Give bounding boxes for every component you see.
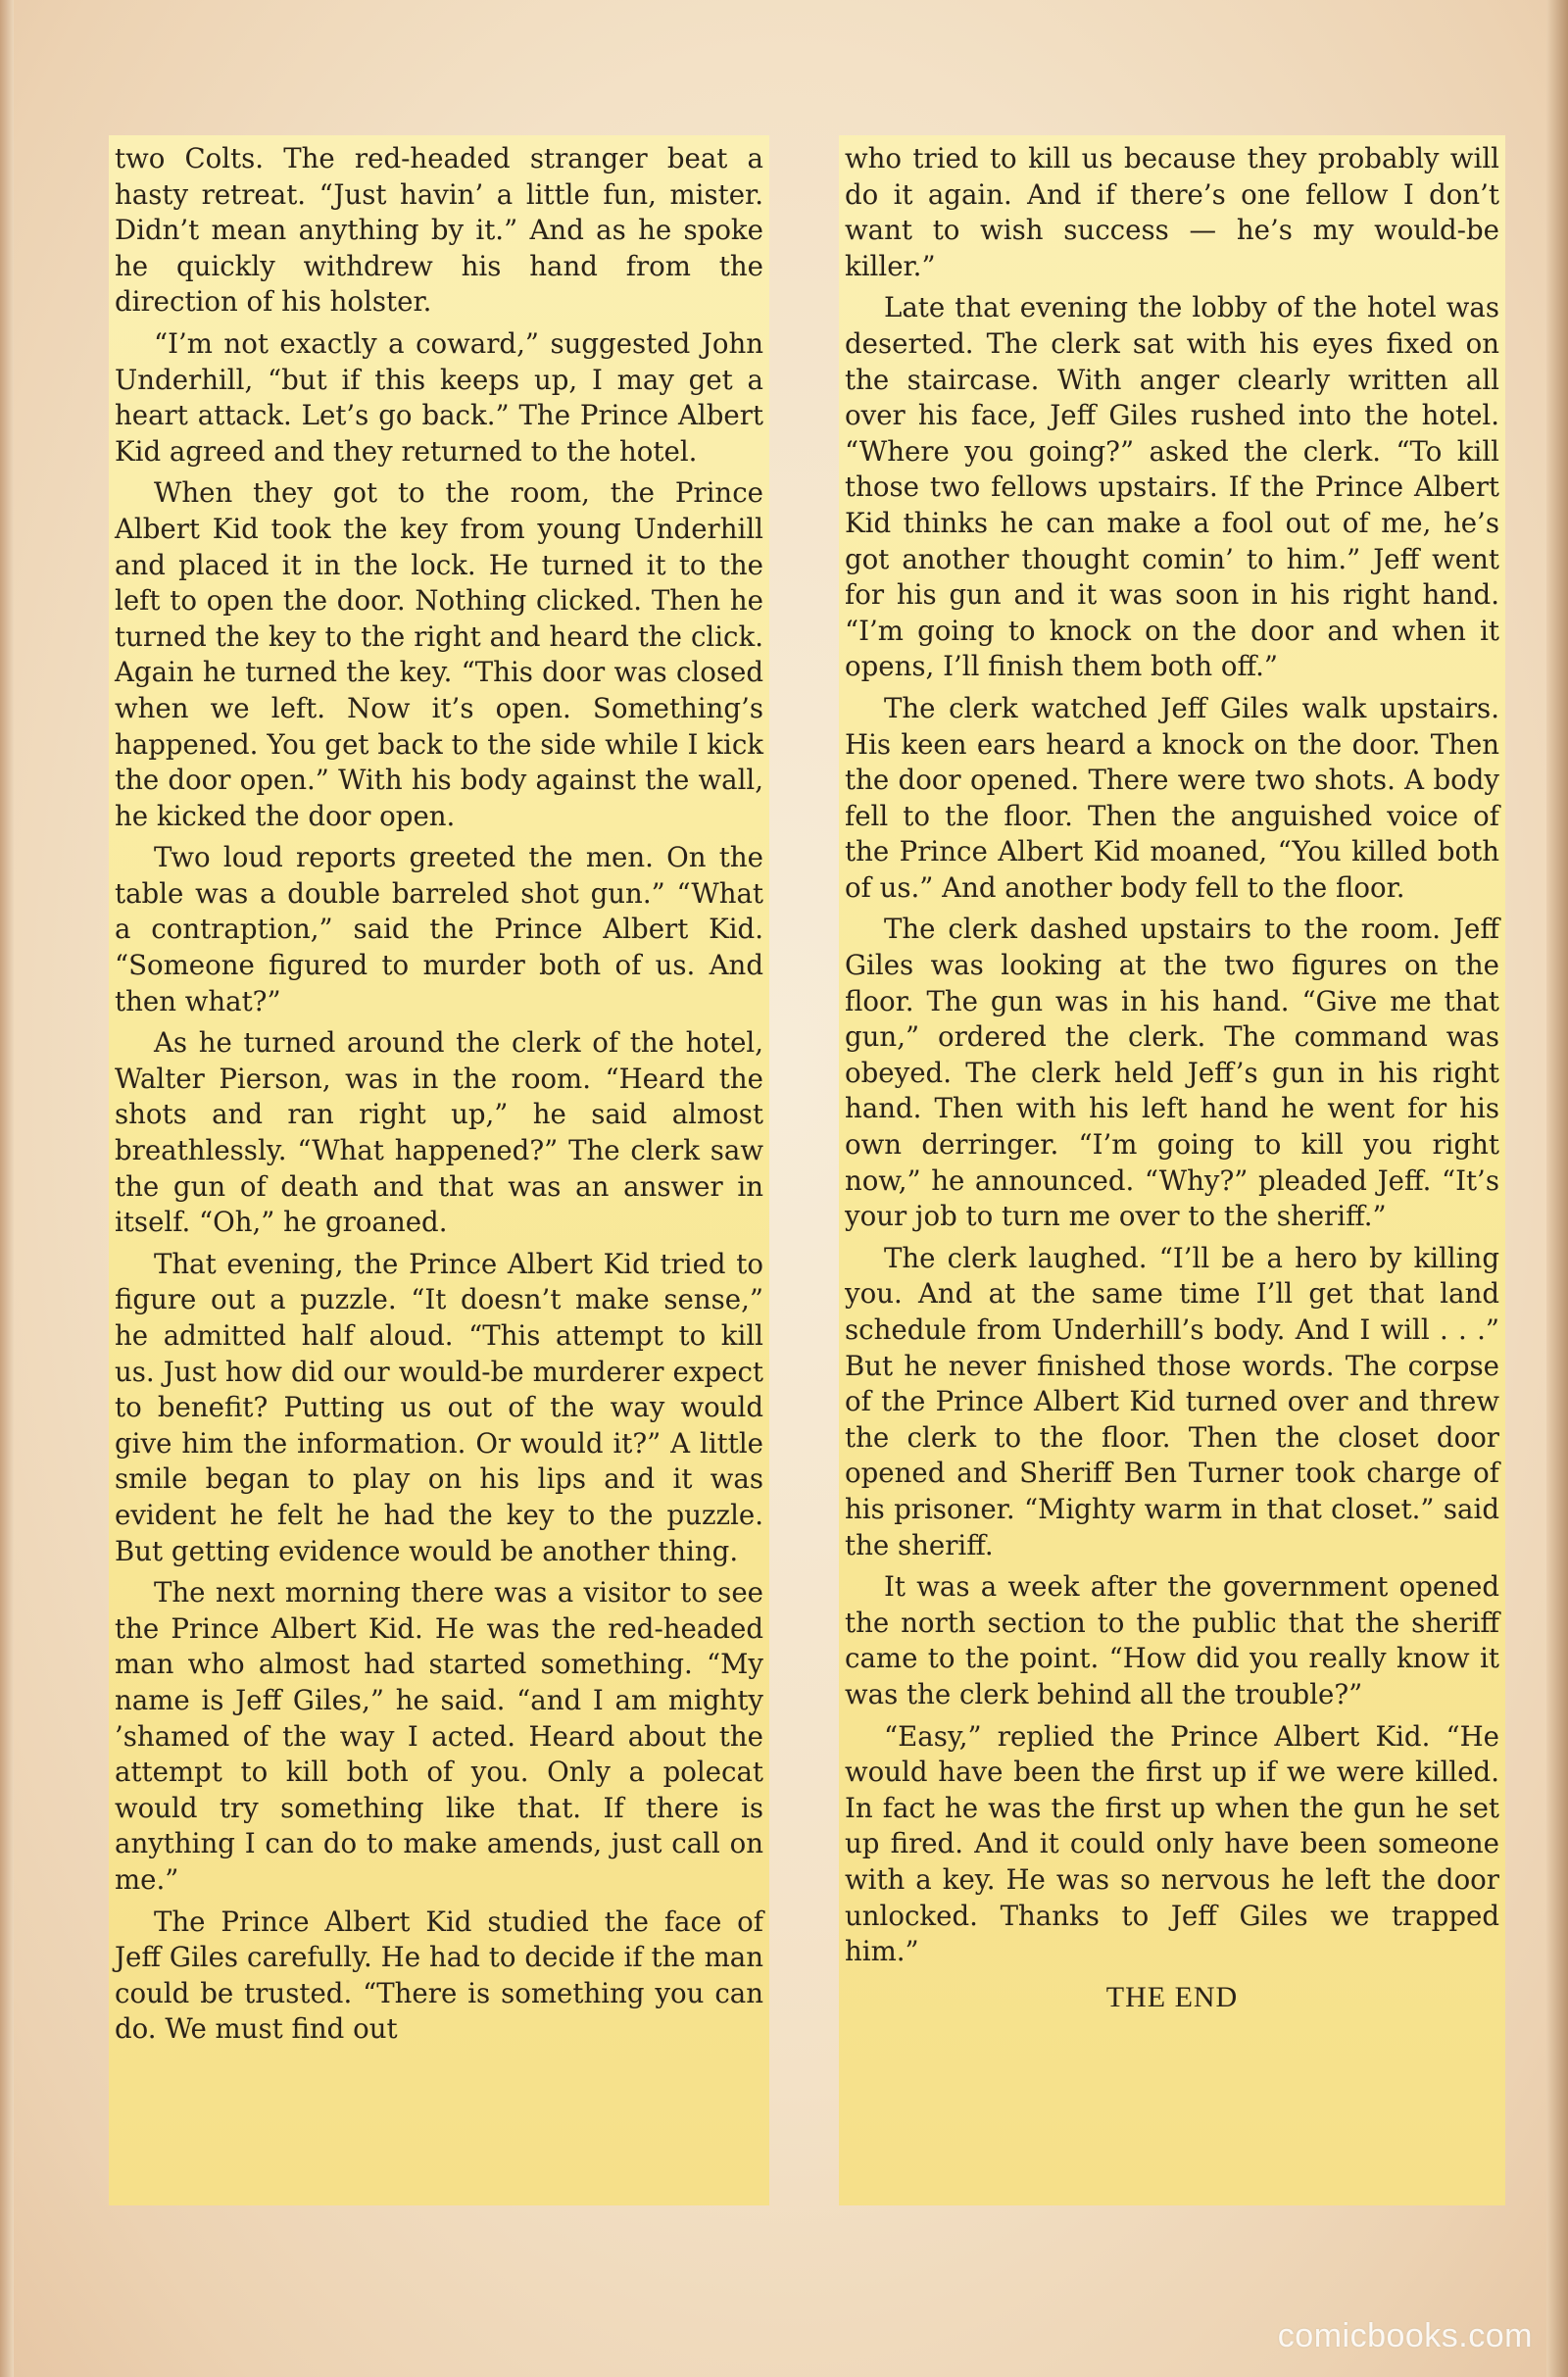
- paragraph: As he turned around the clerk of the hotel, Walter Pierson, was in the room. “Heard the shots and ran right up,” he said almost breathlessly. “What happened?” The clerk saw the gun of death and that was an answer in itself. “Oh,” he groaned.: [115, 1026, 763, 1239]
- page-edge-right: [1546, 0, 1568, 2377]
- paragraph: who tried to kill us because they probably will do it again. And if there’s one fellow I don’t want to wish success — he’s my would-be killer.”: [845, 142, 1499, 282]
- paragraph: The Prince Albert Kid studied the face of Jeff Giles carefully. He had to decide if the man could be trusted. “There is something you can do. We must find out: [115, 1905, 763, 2046]
- paragraph: The clerk watched Jeff Giles walk upstairs. His keen ears heard a knock on the door. Then the door opened. There were two shots. A body fell to the floor. Then the anguished voice of the Prince Albert Kid moaned, “You killed both of us.” And another body fell to the floor.: [845, 691, 1499, 904]
- paragraph: The clerk laughed. “I’ll be a hero by killing you. And at the same time I’ll get that land schedule from Underhill’s body. And I will . . .” But he never finished those words. The corpse of the Prince Albert Kid turned over and threw the clerk to the floor. Then the closet door opened and Sheriff Ben Turner took charge of his prisoner. “Mighty warm in that closet.” said the sheriff.: [845, 1241, 1499, 1561]
- right-text-column: [839, 135, 1505, 2205]
- site-watermark: comicbooks.com: [1277, 2317, 1533, 2354]
- paragraph: It was a week after the government opened the north section to the public that the sheriff came to the point. “How did you really know it was the clerk behind all the trouble?”: [845, 1570, 1499, 1710]
- paragraph: The next morning there was a visitor to see the Prince Albert Kid. He was the red-headed man who almost had started something. “My name is Jeff Giles,” he said. “and I am mighty ’shamed of the way I acted. Heard about the attempt to kill both of you. Only a polecat would try something like that. If there is anything I can do to make amends, just call on me.”: [115, 1576, 763, 1896]
- paragraph: When they got to the room, the Prince Albert Kid took the key from young Underhill and placed it in the lock. He turned it to the left to open the door. Nothing clicked. Then he turned the key to the right and heard the click. Again he turned the key. “This door was closed when we left. Now it’s open. Something’s happened. You get back to the side while I kick the door open.” With his body against the wall, he kicked the door open.: [115, 476, 763, 832]
- paragraph: That evening, the Prince Albert Kid tried to figure out a puzzle. “It doesn’t make sense,” he admitted half aloud. “This attempt to kill us. Just how did our would-be murderer expect to benefit? Putting us out of the way would give him the information. Or would it?” A little smile began to play on his lips and it was evident he felt he had the key to the puzzle. But getting evidence would be another thing.: [115, 1247, 763, 1567]
- paragraph: The clerk dashed upstairs to the room. Jeff Giles was looking at the two figures on the floor. The gun was in his hand. “Give me that gun,” ordered the clerk. The command was obeyed. The clerk held Jeff’s gun in his right hand. Then with his left hand he went for his own derringer. “I’m going to kill you right now,” he announced. “Why?” pleaded Jeff. “It’s your job to turn me over to the sheriff.”: [845, 913, 1499, 1233]
- paragraph: “Easy,” replied the Prince Albert Kid. “He would have been the first up if we were killed. In fact he was the first up when the gun he set up fired. And it could only have been someone with a key. He was so nervous he left the door unlocked. Thanks to Jeff Giles we trapped him.”: [845, 1719, 1499, 1968]
- paragraph: “I’m not exactly a coward,” suggested John Underhill, “but if this keeps up, I may get a heart attack. Let’s go back.” The Prince Albert Kid agreed and they returned to the hotel.: [115, 326, 763, 468]
- the-end-label: THE END: [1105, 1980, 1239, 2013]
- paragraph: Late that evening the lobby of the hotel was deserted. The clerk sat with his eyes fixed on the staircase. With anger clearly written all over his face, Jeff Giles rushed into the hotel. “Where you going?” asked the clerk. “To kill those two fellows upstairs. If the Prince Albert Kid thinks he can make a fool out of me, he’s got another thought comin’ to him.” Jeff went for his gun and it was soon in his right hand. “I’m going to knock on the door and when it opens, I’ll finish them both off.”: [845, 291, 1499, 683]
- paragraph: Two loud reports greeted the men. On the table was a double barreled shot gun.” “What a contraption,” said the Prince Albert Kid. “Someone figured to murder both of us. And then what?”: [115, 841, 763, 1017]
- page-edge-left: [0, 0, 14, 2377]
- paragraph: two Colts. The red-headed stranger beat a hasty retreat. “Just havin’ a little fun, mister. Didn’t mean anything by it.” And as he spoke he quickly withdrew his hand from the direction of his holster.: [115, 142, 763, 319]
- left-text-column: [109, 135, 769, 2205]
